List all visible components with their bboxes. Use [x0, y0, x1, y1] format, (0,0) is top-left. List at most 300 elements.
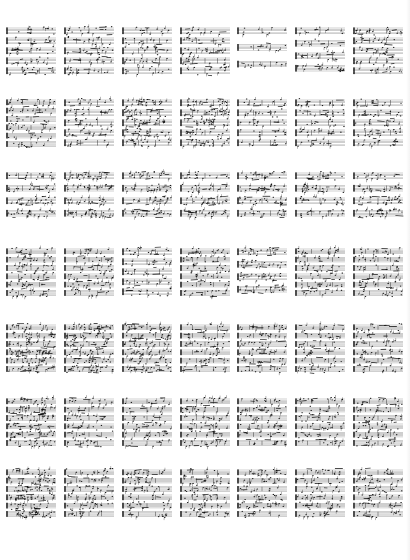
note-head: [183, 146, 185, 147]
note-head: [49, 102, 51, 103]
note-head: [198, 185, 200, 186]
note-head: [98, 48, 100, 49]
note-head: [336, 290, 338, 291]
note-head: [129, 250, 131, 251]
note-head: [214, 203, 216, 204]
note-beam: [315, 122, 319, 123]
note-head: [22, 294, 24, 295]
note-head: [21, 266, 23, 267]
note-head: [383, 189, 385, 190]
note-head: [203, 145, 205, 146]
note-head: [332, 209, 334, 210]
note-head: [90, 54, 92, 55]
note-head: [273, 252, 275, 253]
note-head: [112, 215, 114, 216]
note-head: [391, 296, 393, 297]
note-head: [81, 98, 83, 99]
note-head: [134, 118, 136, 119]
note-head: [204, 281, 206, 282]
note-head: [318, 40, 320, 41]
note-head: [48, 105, 50, 106]
note-head: [159, 56, 161, 57]
note-head: [8, 188, 10, 189]
note-head: [27, 28, 29, 29]
note-head: [79, 48, 81, 49]
note-head: [256, 255, 258, 256]
note-head: [385, 294, 387, 295]
note-head: [329, 103, 331, 104]
note-head: [201, 295, 203, 296]
note-head: [369, 119, 371, 120]
note-head: [369, 30, 371, 31]
note-head: [168, 139, 170, 140]
score-page-drawing: [237, 26, 287, 80]
note-head: [25, 257, 27, 258]
note-head: [357, 176, 359, 177]
note-head: [100, 204, 102, 205]
note-head: [239, 187, 241, 188]
note-beam: [68, 212, 74, 213]
note-head: [395, 186, 397, 187]
note-head: [88, 253, 90, 254]
note-head: [275, 136, 277, 137]
clef-mark: [353, 119, 354, 126]
note-head: [159, 189, 161, 190]
clef-mark: [353, 57, 354, 64]
note-head: [358, 186, 360, 187]
note-head: [303, 292, 305, 293]
note-head: [203, 121, 205, 122]
score-page-thumbnail: [6, 98, 56, 152]
note-head: [400, 31, 402, 32]
note-head: [166, 58, 168, 59]
note-head: [142, 33, 144, 34]
note-head: [22, 119, 24, 120]
note-head: [259, 132, 261, 133]
note-head: [143, 61, 145, 62]
note-head: [88, 189, 90, 190]
note-head: [224, 67, 226, 68]
note-head: [283, 215, 285, 216]
note-head: [305, 252, 307, 253]
note-head: [132, 134, 134, 135]
note-head: [95, 214, 97, 215]
note-head: [52, 203, 54, 204]
note-head: [330, 172, 332, 173]
note-head: [275, 201, 277, 202]
clef-mark: [295, 109, 296, 116]
note-head: [50, 138, 52, 139]
note-head: [91, 201, 93, 202]
note-head: [319, 283, 321, 284]
note-head: [209, 63, 211, 64]
note-head: [25, 255, 27, 256]
note-head: [156, 29, 158, 30]
note-head: [323, 192, 325, 193]
note-head: [101, 187, 103, 188]
note-head: [11, 115, 13, 116]
note-head: [99, 200, 101, 201]
note-head: [359, 47, 361, 48]
note-head: [69, 61, 71, 62]
note-head: [81, 114, 83, 115]
note-head: [153, 264, 155, 265]
note-head: [245, 178, 247, 179]
note-head: [202, 178, 204, 179]
note-head: [106, 277, 108, 278]
note-head: [168, 69, 170, 70]
note-head: [342, 213, 344, 214]
note-head: [21, 210, 23, 211]
note-head: [192, 187, 194, 188]
note-head: [93, 70, 95, 71]
note-beam: [221, 196, 228, 197]
note-beam: [258, 293, 264, 294]
note-head: [30, 184, 32, 185]
note-head: [256, 125, 257, 126]
note-head: [380, 174, 382, 175]
note-head: [200, 255, 202, 256]
score-page-thumbnail: [237, 247, 287, 301]
note-head: [85, 118, 87, 119]
note-beam: [153, 63, 161, 64]
note-head: [266, 47, 268, 48]
note-head: [33, 189, 35, 190]
note-head: [267, 34, 269, 35]
note-head: [245, 286, 247, 287]
note-head: [68, 129, 70, 130]
note-head: [376, 265, 378, 266]
note-head: [268, 275, 270, 276]
note-head: [264, 187, 266, 188]
clef-mark: [122, 129, 123, 136]
note-beam: [19, 204, 22, 205]
note-head: [100, 178, 102, 179]
note-head: [132, 53, 134, 54]
note-head: [222, 201, 224, 202]
note-head: [302, 191, 304, 192]
note-head: [285, 143, 287, 144]
note-head: [32, 290, 34, 291]
note-head: [32, 69, 34, 70]
note-head: [206, 120, 208, 121]
note-head: [167, 50, 169, 51]
note-head: [90, 203, 92, 204]
note-head: [105, 177, 107, 178]
note-head: [88, 197, 90, 198]
note-head: [191, 30, 193, 31]
note-head: [83, 285, 85, 286]
note-head: [299, 98, 301, 99]
note-head: [157, 113, 159, 114]
clef-mark: [237, 44, 238, 51]
clef-mark: [237, 210, 238, 217]
note-head: [154, 190, 156, 191]
note-head: [218, 72, 220, 73]
note-head: [264, 66, 266, 67]
note-head: [259, 174, 261, 175]
score-page-thumbnail: [6, 26, 56, 80]
clef-mark: [6, 108, 7, 114]
clef-mark: [353, 129, 354, 136]
note-head: [211, 121, 213, 122]
note-head: [111, 126, 113, 127]
note-head: [360, 99, 362, 100]
note-head: [264, 198, 266, 199]
note-head: [322, 265, 324, 266]
note-head: [37, 138, 39, 139]
note-head: [69, 172, 71, 173]
clef-mark: [237, 261, 238, 268]
note-head: [43, 265, 45, 266]
note-head: [158, 64, 160, 65]
note-head: [399, 247, 401, 248]
note-head: [219, 34, 221, 35]
note-head: [243, 277, 245, 278]
clef-mark: [237, 197, 238, 204]
note-head: [68, 30, 70, 31]
clef-mark: [180, 139, 181, 146]
note-head: [9, 123, 11, 124]
note-head: [86, 124, 88, 125]
note-head: [197, 125, 199, 126]
note-head: [299, 33, 301, 34]
note-head: [241, 142, 243, 143]
clef-mark: [295, 27, 296, 34]
note-head: [393, 121, 395, 122]
note-head: [240, 122, 242, 123]
note-head: [52, 108, 54, 109]
note-head: [188, 214, 190, 215]
clef-mark: [64, 290, 65, 296]
note-head: [160, 281, 162, 282]
note-head: [110, 124, 112, 125]
note-head: [131, 211, 133, 212]
note-head: [391, 293, 393, 294]
note-head: [226, 105, 228, 106]
note-head: [254, 253, 256, 254]
note-head: [209, 189, 211, 190]
note-head: [149, 128, 151, 129]
note-head: [332, 116, 334, 117]
note-head: [258, 187, 260, 188]
note-head: [340, 197, 342, 198]
note-head: [360, 266, 362, 267]
note-head: [301, 287, 303, 288]
note-head: [140, 113, 142, 114]
note-head: [154, 172, 156, 173]
note-head: [215, 44, 217, 45]
score-page-drawing: [295, 98, 345, 152]
note-head: [278, 50, 280, 51]
note-head: [134, 177, 136, 178]
note-head: [148, 252, 150, 253]
note-head: [132, 100, 134, 101]
note-head: [244, 198, 246, 199]
note-head: [360, 249, 362, 250]
note-head: [146, 273, 148, 274]
note-head: [103, 199, 105, 200]
note-head: [99, 99, 101, 100]
note-head: [135, 186, 137, 187]
note-head: [284, 289, 286, 290]
note-head: [356, 30, 358, 31]
note-head: [202, 203, 204, 204]
note-head: [398, 187, 400, 188]
note-head: [244, 247, 246, 248]
note-head: [218, 189, 220, 190]
note-head: [240, 276, 242, 277]
note-head: [269, 32, 271, 33]
note-head: [36, 48, 38, 49]
note-head: [399, 209, 401, 210]
note-head: [10, 53, 12, 54]
note-head: [83, 128, 85, 129]
clef-mark: [180, 273, 181, 279]
note-head: [374, 142, 376, 143]
note-head: [107, 260, 109, 261]
note-head: [393, 47, 395, 48]
note-head: [157, 136, 159, 137]
note-head: [132, 189, 134, 190]
note-head: [218, 249, 220, 250]
score-page-thumbnail: [64, 26, 114, 80]
note-head: [337, 67, 339, 68]
note-head: [269, 49, 271, 50]
note-head: [261, 175, 263, 176]
note-head: [245, 212, 247, 213]
note-head: [109, 215, 111, 216]
note-head: [220, 67, 222, 68]
note-head: [376, 179, 378, 180]
note-head: [279, 267, 281, 268]
note-head: [245, 290, 247, 291]
note-head: [343, 126, 345, 127]
note-head: [124, 109, 126, 110]
note-head: [257, 174, 259, 175]
note-head: [188, 191, 190, 192]
note-head: [325, 215, 327, 216]
note-head: [191, 257, 193, 258]
clef-mark: [6, 197, 7, 204]
note-head: [30, 264, 32, 265]
note-head: [140, 120, 142, 121]
note-head: [308, 135, 310, 136]
note-head: [46, 188, 48, 189]
note-head: [308, 174, 310, 175]
note-head: [25, 249, 27, 250]
note-head: [333, 255, 335, 256]
note-head: [371, 70, 373, 71]
note-head: [301, 254, 303, 255]
note-head: [319, 143, 321, 144]
note-head: [149, 131, 151, 132]
note-head: [89, 133, 91, 134]
note-head: [135, 143, 137, 144]
note-head: [21, 277, 23, 278]
note-head: [162, 33, 164, 34]
note-head: [331, 67, 333, 68]
note-head: [67, 69, 69, 70]
note-head: [252, 178, 254, 179]
note-head: [90, 176, 92, 177]
note-head: [241, 250, 243, 251]
note-head: [211, 114, 213, 115]
note-head: [45, 199, 47, 200]
note-head: [8, 129, 10, 130]
note-head: [37, 279, 39, 280]
note-head: [95, 28, 97, 29]
note-head: [68, 74, 70, 75]
note-head: [394, 39, 396, 40]
note-head: [156, 134, 158, 135]
note-head: [196, 128, 198, 129]
note-head: [127, 248, 129, 249]
note-head: [366, 188, 368, 189]
note-head: [330, 273, 332, 274]
note-head: [42, 295, 44, 296]
note-head: [392, 265, 394, 266]
note-head: [201, 213, 203, 214]
note-head: [260, 250, 262, 251]
note-head: [90, 103, 92, 104]
note-head: [373, 281, 375, 282]
note-head: [137, 104, 139, 105]
note-head: [103, 204, 105, 205]
note-head: [223, 256, 225, 257]
note-head: [95, 253, 97, 254]
note-head: [212, 143, 214, 144]
note-head: [364, 191, 366, 192]
note-head: [140, 247, 142, 248]
note-head: [102, 50, 104, 51]
note-head: [253, 131, 255, 132]
score-page-thumbnail: [295, 171, 345, 225]
note-head: [44, 254, 46, 255]
note-head: [129, 173, 131, 174]
note-head: [392, 144, 394, 145]
note-head: [144, 139, 146, 140]
note-head: [337, 249, 339, 250]
score-page-drawing: [295, 247, 345, 301]
note-head: [77, 278, 79, 279]
note-head: [307, 187, 309, 188]
note-head: [150, 199, 152, 200]
note-head: [214, 126, 216, 127]
note-head: [182, 184, 184, 185]
note-head: [375, 284, 377, 285]
note-head: [363, 291, 365, 292]
note-head: [207, 274, 209, 275]
note-head: [382, 47, 384, 48]
note-head: [359, 269, 361, 270]
note-head: [282, 289, 284, 290]
note-head: [249, 144, 251, 145]
note-head: [327, 112, 329, 113]
score-page-thumbnail: [64, 98, 114, 152]
note-head: [133, 199, 135, 200]
note-head: [395, 139, 397, 140]
note-head: [154, 189, 156, 190]
note-beam: [73, 40, 81, 41]
score-page-thumbnail: [6, 247, 56, 301]
note-head: [25, 179, 27, 180]
note-head: [308, 286, 310, 287]
note-head: [196, 274, 198, 275]
score-page-drawing: [180, 26, 230, 80]
note-head: [247, 104, 249, 105]
note-head: [142, 104, 144, 105]
